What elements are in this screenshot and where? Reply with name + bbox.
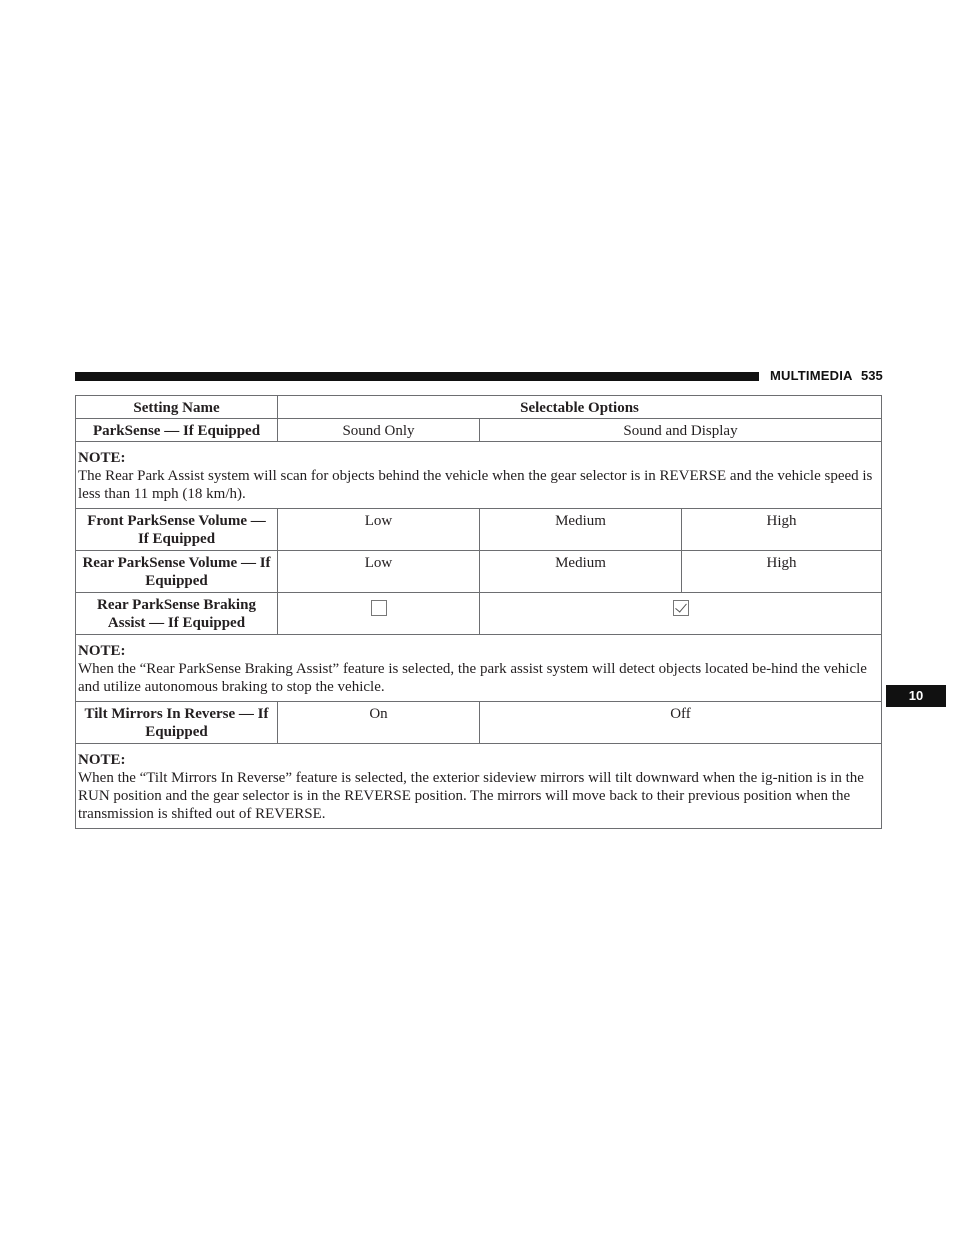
option-low: Low xyxy=(278,509,480,551)
note-title: NOTE: xyxy=(78,643,126,659)
section-title: MULTIMEDIA xyxy=(770,368,853,383)
option-low: Low xyxy=(278,551,480,593)
option-on: On xyxy=(278,702,480,744)
note-text: When the “Rear ParkSense Braking Assist” feature is selected, the park assist system will detect objects located be-hind the vehicle and utilize autonomous braking to stop the vehicle. xyxy=(78,661,867,695)
option-medium: Medium xyxy=(480,509,682,551)
note-cell xyxy=(76,635,882,702)
note-text: The Rear Park Assist system will scan for objects behind the vehicle when the gear selector is in REVERSE and the vehicle speed is less than 11 mph (18 km/h). xyxy=(78,468,873,502)
column-header-selectable-options: Selectable Options xyxy=(278,396,882,419)
option-high: High xyxy=(682,509,882,551)
option-sound-only: Sound Only xyxy=(278,419,480,442)
note-text: When the “Tilt Mirrors In Reverse” feature is selected, the exterior sideview mirrors will tilt downward when the ig-nition is in the RUN position and the gear selector is in the REVERSE position. The mirrors will move back to their previous position when the transmission is shifted out of REVERSE. xyxy=(78,770,864,822)
option-sound-and-display: Sound and Display xyxy=(480,419,882,442)
settings-table xyxy=(75,395,882,829)
setting-name-tilt-mirrors: Tilt Mirrors In Reverse — If Equipped xyxy=(76,702,278,744)
note-cell xyxy=(76,744,882,829)
setting-name-front-volume: Front ParkSense Volume — If Equipped xyxy=(76,509,278,551)
checkbox-unchecked-icon xyxy=(371,600,387,616)
note-row xyxy=(76,442,882,509)
table-row xyxy=(76,419,882,442)
note-cell xyxy=(76,442,882,509)
table-row xyxy=(76,551,882,593)
column-header-setting-name: Setting Name xyxy=(76,396,278,419)
option-cell-unchecked xyxy=(278,593,480,635)
note-row xyxy=(76,635,882,702)
option-off: Off xyxy=(480,702,882,744)
table-row xyxy=(76,593,882,635)
table-header-row xyxy=(76,396,882,419)
note-row xyxy=(76,744,882,829)
option-medium: Medium xyxy=(480,551,682,593)
setting-name-braking-assist: Rear ParkSense Braking Assist — If Equipped xyxy=(76,593,278,635)
checkbox-checked-icon xyxy=(673,600,689,616)
chapter-tab: 10 xyxy=(886,685,946,707)
page-number: 535 xyxy=(861,368,883,383)
setting-name-parksense: ParkSense — If Equipped xyxy=(76,419,278,442)
option-cell-checked xyxy=(480,593,882,635)
note-title: NOTE: xyxy=(78,450,126,466)
note-title: NOTE: xyxy=(78,752,126,768)
setting-name-rear-volume: Rear ParkSense Volume — If Equipped xyxy=(76,551,278,593)
header-rule xyxy=(75,372,759,381)
table-row xyxy=(76,509,882,551)
option-high: High xyxy=(682,551,882,593)
table-row xyxy=(76,702,882,744)
